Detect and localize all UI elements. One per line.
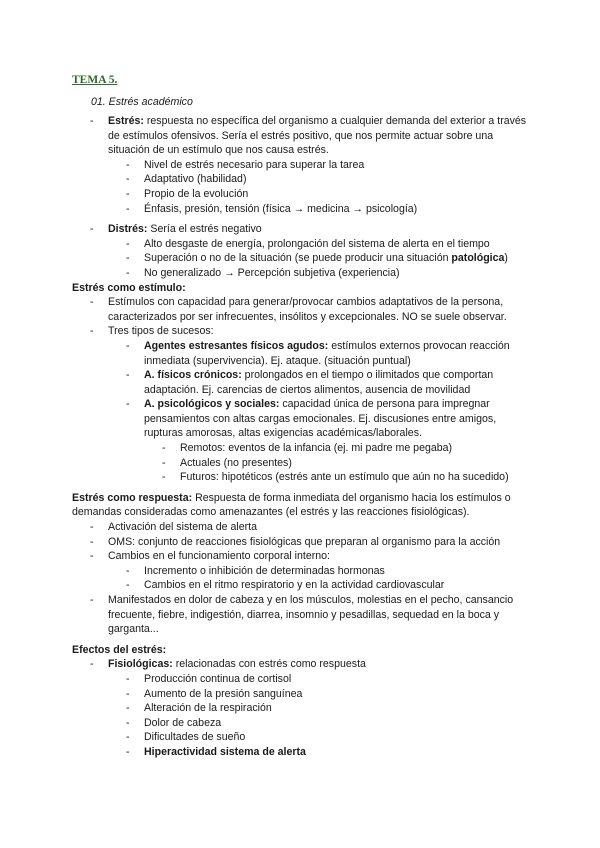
item-text: Cambios en el funcionamiento corporal interno:	[108, 550, 331, 563]
item-text: respuesta no específica del organismo a cualquier demanda del exterior a través de estímulos ofensivos. Sería el estrés positivo, que nos permite actuar sobre una situación de un estímulo que nos causa estrés.	[108, 115, 527, 157]
item-text: Dificultades de sueño	[144, 731, 246, 744]
bold-term: patológica	[451, 252, 505, 265]
list-item	[90, 520, 532, 535]
item-text: Alteración de la respiración	[144, 702, 272, 715]
bullet-dash: -	[90, 223, 94, 236]
bullet-dash: -	[126, 369, 130, 382]
bold-term: A. psicológicos y sociales:	[144, 398, 280, 411]
bullet-dash: -	[126, 579, 130, 592]
list-item	[126, 339, 532, 368]
bullet-dash: -	[90, 521, 94, 534]
item-text: Aumento de la presión sanguínea	[144, 687, 303, 700]
bullet-dash: -	[126, 339, 130, 352]
bullet-dash: -	[126, 731, 130, 744]
bullet-dash: -	[126, 716, 130, 729]
list-item	[162, 441, 532, 456]
item-text: Alto desgaste de energía, prolongación del sistema de alerta en el tiempo	[144, 237, 490, 250]
item-text: estímulos externos provocan reacción inmediata (supervivencia). Ej. ataque. (situación puntual)	[144, 339, 510, 367]
bullet-dash: -	[126, 237, 130, 250]
bold-term: Estrés como estímulo:	[72, 281, 186, 294]
list-item	[126, 202, 532, 217]
list-item	[90, 222, 532, 237]
bold-term: Efectos del estrés:	[72, 643, 167, 656]
bullet-dash: -	[126, 398, 130, 411]
bullet-dash: -	[126, 687, 130, 700]
item-text: Remotos: eventos de la infancia (ej. mi padre me pegaba)	[180, 442, 453, 455]
item-text: capacidad única de persona para impregnar pensamientos con altas cargas emocionales. Ej. discusiones entre amigos, rupturas amorosas, altas exigencias académicas/laborales.	[144, 398, 497, 440]
bullet-dash: -	[162, 442, 166, 455]
item-text: Actuales (no presentes)	[180, 456, 292, 469]
bullet-dash: -	[162, 471, 166, 484]
list-item	[90, 657, 532, 672]
item-text: Producción continua de cortisol	[144, 672, 292, 685]
list-item	[90, 324, 532, 339]
bold-term: Agentes estresantes físicos agudos:	[144, 339, 329, 352]
item-text: Activación del sistema de alerta	[108, 521, 257, 534]
item-text: Incremento o inhibición de determinadas hormonas	[144, 564, 385, 577]
bullet-dash: -	[126, 564, 130, 577]
bold-term: Distrés:	[108, 223, 148, 236]
bullet-dash: -	[126, 672, 130, 685]
list-item	[90, 114, 532, 158]
item-text: relacionadas con estrés como respuesta	[172, 658, 366, 671]
item-text: Énfasis, presión, tensión (física → medicina → psicología)	[144, 202, 418, 215]
bold-term: Hiperactividad sistema de alerta	[144, 745, 306, 758]
bullet-dash: -	[90, 594, 94, 606]
section-heading	[72, 281, 532, 296]
bullet-dash: -	[90, 658, 94, 671]
list-item	[126, 158, 532, 173]
item-text: Manifestados en dolor de cabeza y en los músculos, molestias en el pecho, cansancio frecuente, fiebre, indigestión, diarrea, insomnio y pesadillas, sequedad en la boca y garganta...	[108, 594, 514, 636]
list-item	[126, 237, 532, 252]
bullet-dash: -	[126, 745, 130, 758]
item-text: Estímulos con capacidad para generar/provocar cambios adaptativos de la persona, caracterizados por ser infrecuentes, insólitos y excepcionales. NO se suele observar.	[108, 296, 507, 323]
list-item	[126, 172, 532, 187]
list-item	[90, 295, 532, 324]
item-text: No generalizado → Percepción subjetiva (experiencia)	[144, 266, 400, 279]
list-item	[126, 687, 532, 702]
bullet-dash: -	[126, 202, 130, 215]
item-text: Sería el estrés negativo	[147, 223, 262, 236]
list-item	[126, 745, 532, 760]
bold-term: A. físicos crónicos:	[144, 369, 242, 382]
section-heading	[72, 643, 532, 658]
list-item	[162, 470, 532, 485]
list-item	[90, 593, 532, 637]
bullet-dash: -	[126, 158, 130, 171]
list-item	[126, 266, 532, 281]
bullet-dash: -	[90, 325, 94, 338]
bullet-dash: -	[126, 266, 130, 279]
item-text: Propio de la evolución	[144, 187, 249, 200]
bullet-dash: -	[126, 702, 130, 715]
list-item	[126, 672, 532, 687]
bold-term: Estrés como respuesta:	[72, 491, 193, 504]
bullet-dash: -	[90, 115, 94, 127]
item-text: Superación o no de la situación (se puede producir una situación	[144, 252, 452, 265]
list-item	[126, 397, 532, 441]
list-item	[126, 730, 532, 745]
bullet-dash: -	[126, 252, 130, 265]
list-item	[126, 368, 532, 397]
item-text: Dolor de cabeza	[144, 716, 222, 729]
list-item	[162, 456, 532, 471]
bullet-dash: -	[90, 535, 94, 548]
section-subtitle: 01. Estrés académico	[91, 96, 193, 108]
bullet-dash: -	[90, 296, 94, 309]
bullet-dash: -	[126, 187, 130, 200]
item-text: Respuesta de forma inmediata del organismo hacia los estímulos o demandas consideradas como amenazantes (el estrés y las reacciones fisiológicas).	[72, 491, 511, 519]
list-item	[90, 549, 532, 564]
section-heading	[72, 491, 532, 520]
item-text: Nivel de estrés necesario para superar la tarea	[144, 158, 365, 171]
page-title: TEMA 5.	[72, 74, 118, 86]
item-text: Tres tipos de sucesos:	[108, 325, 214, 338]
list-item	[126, 716, 532, 731]
bullet-dash: -	[90, 550, 94, 563]
item-text: Adaptativo (habilidad)	[144, 173, 247, 186]
item-text: Cambios en el ritmo respiratorio y en la actividad cardiovascular	[144, 579, 445, 592]
list-item	[126, 578, 532, 593]
item-text: prolongados en el tiempo o ilimitados que comportan adaptación. Ej. carencias de ciertos alimentos, ausencia de movilidad	[144, 369, 494, 396]
item-text: Futuros: hipotéticos (estrés ante un estímulo que aún no ha sucedido)	[180, 471, 509, 484]
list-item	[90, 535, 532, 550]
notes-body	[72, 114, 532, 760]
bold-term: Fisiológicas:	[108, 658, 173, 671]
list-item	[126, 187, 532, 202]
item-text: OMS: conjunto de reacciones fisiológicas que preparan al organismo para la acción	[108, 535, 501, 548]
list-item	[126, 564, 532, 579]
item-text: )	[504, 252, 508, 265]
bullet-dash: -	[162, 456, 166, 469]
list-item	[126, 701, 532, 716]
bullet-dash: -	[126, 173, 130, 186]
bold-term: Estrés:	[108, 115, 144, 127]
list-item	[126, 251, 532, 266]
